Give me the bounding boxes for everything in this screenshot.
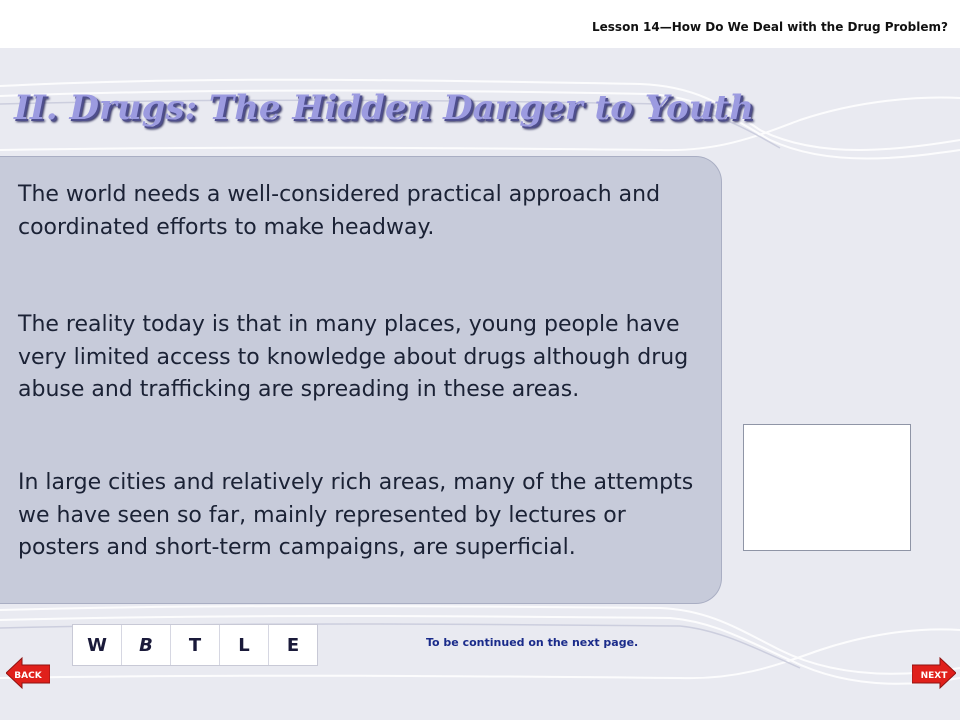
continued-note: To be continued on the next page. <box>426 636 639 649</box>
slide-title: II. Drugs: The Hidden Danger to Youth <box>14 88 754 128</box>
paragraph-approach: The world needs a well-considered practical approach and coordinated efforts to make headway. <box>18 182 661 240</box>
wbtle-w-button[interactable]: W <box>73 625 122 665</box>
next-label: NEXT <box>920 671 948 681</box>
paragraph-reality: The reality today is that in many places, young people have very limited access to knowledge about drugs although drug abuse and trafficking are spreading in these areas. <box>18 312 689 402</box>
wbtle-l-button[interactable]: L <box>220 625 269 665</box>
lesson-title: Lesson 14—How Do We Deal with the Drug Problem? <box>592 20 948 34</box>
next-button[interactable] <box>912 656 956 690</box>
paragraph-superficial: In large cities and relatively rich areas, many of the attempts we have seen so far, mainly represented by lectures or posters and short-term campaigns, are superficial. <box>18 470 694 560</box>
image-placeholder <box>743 424 911 551</box>
wbtle-b-button[interactable]: B <box>122 625 171 665</box>
wbtle-t-button[interactable]: T <box>171 625 220 665</box>
back-label: BACK <box>14 671 42 681</box>
back-button[interactable] <box>6 656 50 690</box>
wbtle-nav <box>72 624 318 666</box>
wbtle-e-button[interactable]: E <box>286 634 300 656</box>
